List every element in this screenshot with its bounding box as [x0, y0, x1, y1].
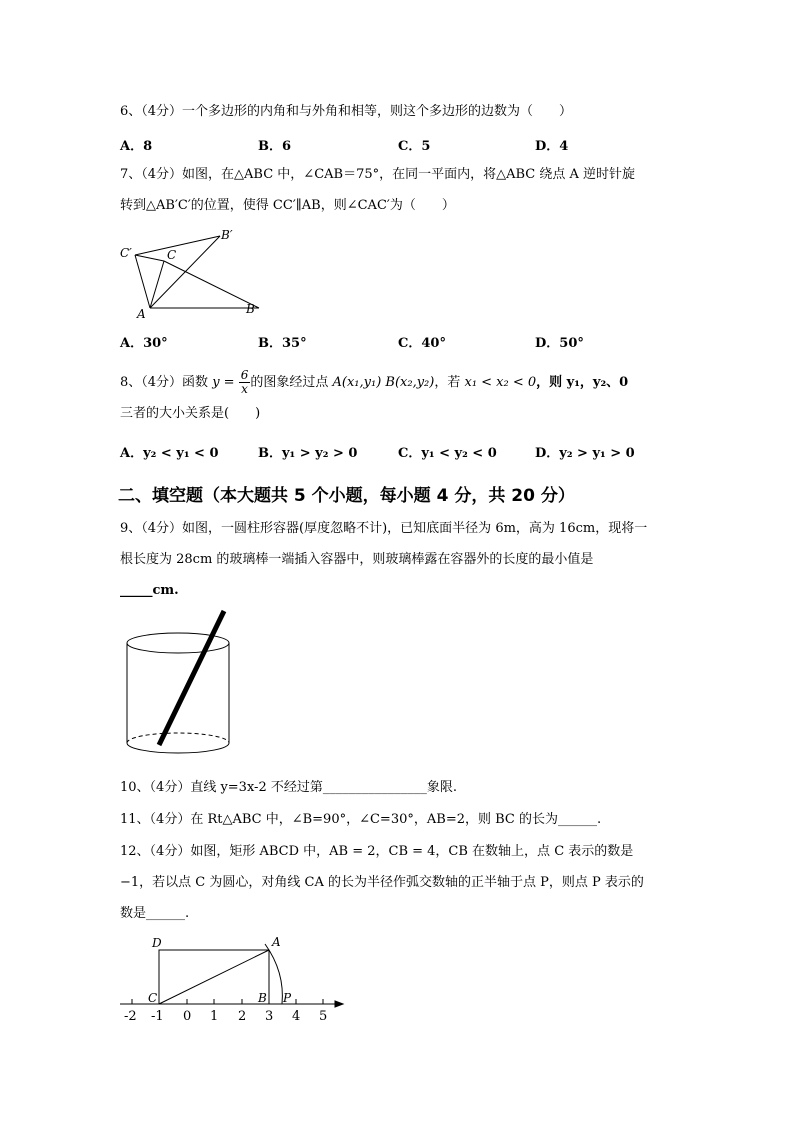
q8-option-d: D．y₂ > y₁ > 0 — [535, 446, 635, 461]
q12-label-a: A — [272, 935, 281, 949]
q8-option-c: C．y₁ < y₂ < 0 — [398, 446, 497, 461]
q8-option-a: A．y₂ < y₁ < 0 — [120, 446, 219, 461]
q8-mid: 的图象经过点 — [250, 375, 329, 390]
q8-option-b: B．y₁ > y₂ > 0 — [258, 446, 358, 461]
q7-option-c: C．40° — [398, 336, 446, 351]
q6-option-c: C．5 — [398, 139, 431, 154]
q8-fraction-den: x — [241, 382, 248, 396]
q8-fraction-num: 6 — [240, 368, 249, 382]
q12-label-c: C — [148, 991, 158, 1005]
q7-option-b: B．35° — [258, 336, 307, 351]
tick-label: 0 — [183, 1009, 192, 1024]
q9-line2: 根长度为 28cm 的玻璃棒一端插入容器中，则玻璃棒露在容器外的长度的最小值是 — [120, 552, 594, 567]
q7-line2: 转到△AB′C′的位置，使得 CC′∥AB，则∠CAC′为（ ） — [120, 198, 455, 213]
section-2-heading: 二、填空题（本大题共 5 个小题，每小题 4 分，共 20 分） — [118, 486, 575, 506]
tick-label: 5 — [319, 1009, 328, 1024]
q8-fraction — [239, 369, 251, 396]
q7-option-d: D．50° — [535, 336, 584, 351]
q12-line3: 数是______. — [120, 906, 190, 921]
tick-label: -1 — [151, 1009, 164, 1024]
q9-line1: 9、（4分）如图，一圆柱形容器(厚度忽略不计)，已知底面半径为 6m，高为 16cm，现将一 — [120, 521, 648, 536]
q8-suffix: ，则 y₁，y₂、0 — [536, 375, 629, 390]
q9-line3: _____cm. — [120, 583, 179, 598]
q7-line1: 7、（4分）如图，在△ABC 中，∠CAB＝75°，在同一平面内，将△ABC 绕点 A 逆时针旋 — [120, 167, 636, 182]
q12-line1: 12、（4分）如图，矩形 ABCD 中，AB = 2，CB = 4，CB 在数轴上，点 C 表示的数是 — [120, 844, 634, 859]
q12-label-b: B — [258, 991, 267, 1005]
q7-label-b-prime: B′ — [221, 228, 233, 242]
q8-line2: 三者的大小关系是( ) — [120, 406, 261, 421]
q9-cylinder-figure — [118, 608, 238, 758]
q8-line1 — [120, 369, 628, 396]
q7-option-a: A．30° — [120, 336, 168, 351]
tick-label: 3 — [265, 1009, 274, 1024]
q7-label-c-prime: C′ — [120, 246, 132, 260]
q7-label-a: A — [137, 307, 146, 321]
q12-numberline-figure — [115, 932, 350, 1027]
q6-option-d: D．4 — [535, 139, 569, 154]
q12-line2: −1，若以点 C 为圆心，对角线 CA 的长为半径作弧交数轴的正半轴于点 P，则点 P 表示的 — [120, 875, 644, 890]
q8-points: A(x₁,y₁) B(x₂,y₂) — [332, 375, 435, 390]
q12-label-d: D — [152, 936, 162, 950]
q6-text: 6、（4分）一个多边形的内角和与外角和相等，则这个多边形的边数为（ ） — [120, 104, 573, 119]
q8-cond-pre: ，若 — [434, 375, 461, 390]
q10-text: 10、（4分）直线 y=3x-2 不经过第________________象限. — [120, 780, 457, 795]
q7-label-c: C — [167, 248, 177, 262]
q8-condition: x₁ < x₂ < 0 — [464, 375, 537, 390]
q6-option-a: A．8 — [120, 139, 153, 154]
q11-text: 11、（4分）在 Rt△ABC 中，∠B=90°，∠C=30°，AB=2，则 BC 的长为______. — [120, 812, 602, 827]
tick-label: 4 — [292, 1009, 301, 1024]
q8-prefix: 8、（4分）函数 — [120, 375, 209, 390]
tick-label: 1 — [210, 1009, 219, 1024]
q6-option-b: B．6 — [258, 139, 292, 154]
q8-equation: y = $\frac{6}{x}$ — [212, 368, 249, 396]
q7-label-b: B — [246, 302, 255, 316]
q12-label-p: P — [283, 991, 292, 1005]
q7-figure — [115, 224, 275, 322]
glass-rod — [159, 611, 224, 745]
tick-label: -2 — [124, 1009, 137, 1024]
tick-label: 2 — [238, 1009, 247, 1024]
